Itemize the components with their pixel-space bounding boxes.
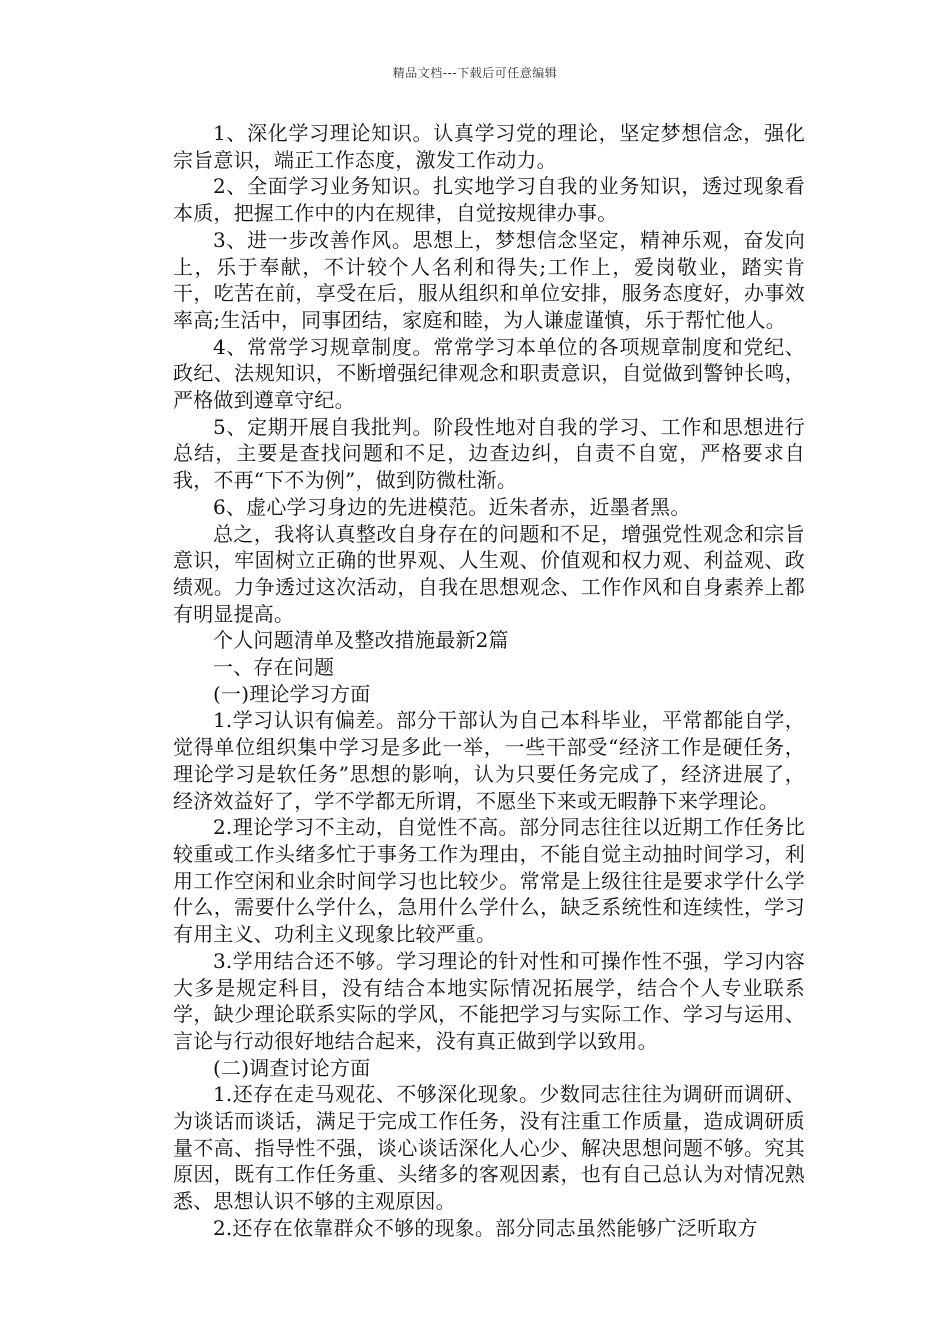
subheading-investigation: (二)调查讨论方面 (213, 1055, 371, 1080)
paragraph-theory-1: 1.学习认识有偏差。部分干部认为自己本科毕业，平常都能自学，觉得单位组织集中学习是多此一举，一些干部受“经济工作是硬任务，理论学习是软任务”思想的影响，认为只要任务完成了，经济进展了，经济效益好了，学不学都无所谓，不愿坐下来或无暇静下来学理论。 (173, 708, 805, 813)
paragraph-4: 4、常常学习规章制度。常常学习本单位的各项规章制度和党纪、政纪、法规知识，不断增强纪律观念和职责意识，自觉做到警钟长鸣，严格做到遵章守纪。 (173, 334, 805, 413)
section-title: 个人问题清单及整改措施最新2篇 (213, 628, 509, 653)
paragraph-6: 6、虚心学习身边的先进模范。近朱者赤，近墨者黑。 (213, 494, 691, 519)
paragraph-theory-2: 2.理论学习不主动，自觉性不高。部分同志往往以近期工作任务比较重或工作头绪多忙于事务工作为理由，不能自觉主动抽时间学习，利用工作空闲和业余时间学习也比较少。常常是上级往往是要求学什么学什么，需要什么学什么，急用什么学什么，缺乏系统性和连续性，学习有用主义、功利主义现象比较严重。 (173, 815, 805, 947)
paragraph-investigation-2: 2.还存在依靠群众不够的现象。部分同志虽然能够广泛听取方 (213, 1215, 758, 1240)
paragraph-investigation-1: 1.还存在走马观花、不够深化现象。少数同志往往为调研而调研、为谈话而谈话，满足于完成工作任务，没有注重工作质量，造成调研质量不高、指导性不强，谈心谈话深化人心少、解决思想问题不够。究其原因，既有工作任务重、头绪多的客观因素，也有自己总认为对情况熟悉、思想认识不够的主观原因。 (173, 1082, 805, 1214)
document-body (173, 120, 805, 1242)
paragraph-3: 3、进一步改善作风。思想上，梦想信念坚定，精神乐观，奋发向上，乐于奉献，不计较个人名利和得失;工作上，爱岗敬业，踏实肯干，吃苦在前，享受在后，服从组织和单位安排，服务态度好，办事效率高;生活中，同事团结，家庭和睦，为人谦虚谨慎，乐于帮忙他人。 (173, 227, 805, 332)
paragraph-theory-3: 3.学用结合还不够。学习理论的针对性和可操作性不强，学习内容大多是规定科目，没有结合本地实际情况拓展学，结合个人专业联系学，缺少理论联系实际的学风，不能把学习与实际工作、学习与运用、言论与行动很好地结合起来，没有真正做到学以致用。 (173, 948, 805, 1053)
paragraph-summary: 总之，我将认真整改自身存在的问题和不足，增强党性观念和宗旨意识，牢固树立正确的世界观、人生观、价值观和权力观、利益观、政绩观。力争透过这次活动，自我在思想观念、工作作风和自身素养上都有明显提高。 (173, 521, 805, 626)
heading-existing-problems: 一、存在问题 (213, 655, 335, 680)
paragraph-5: 5、定期开展自我批判。阶段性地对自我的学习、工作和思想进行总结，主要是查找问题和不足，边查边纠，自责不自宽，严格要求自我，不再“下不为例”，做到防微杜渐。 (173, 414, 805, 493)
paragraph-1: 1、深化学习理论知识。认真学习党的理论，坚定梦想信念，强化宗旨意识，端正工作态度，激发工作动力。 (173, 121, 805, 172)
paragraph-2: 2、全面学习业务知识。扎实地学习自我的业务知识，透过现象看本质，把握工作中的内在规律，自觉按规律办事。 (173, 174, 805, 226)
page-header: 精品文档---下载后可任意编辑 (392, 66, 558, 80)
subheading-theory-study: (一)理论学习方面 (213, 681, 371, 706)
